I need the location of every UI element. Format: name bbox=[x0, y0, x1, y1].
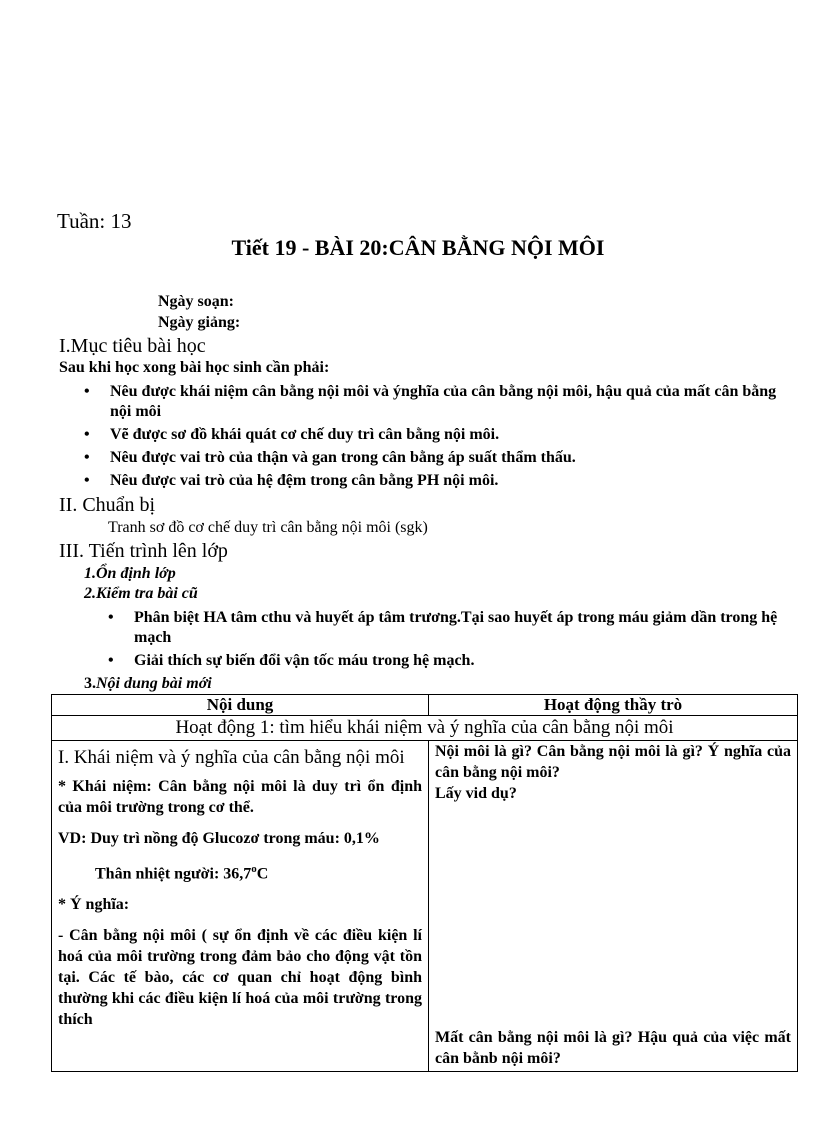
section2-text: Tranh sơ đồ cơ chế duy trì cân bằng nội môi (sgk) bbox=[108, 519, 428, 536]
step2-label: 2.Kiểm tra bài cũ bbox=[84, 585, 198, 602]
section1-heading: I.Mục tiêu bài học bbox=[59, 335, 206, 357]
list-item: • Nêu được vai trò của thận và gan trong cân bằng áp suất thẩm thấu. bbox=[84, 449, 576, 466]
meaning-text: - Cân bằng nội môi ( sự ổn định về các điều kiện lí hoá của môi trường trong đảm bảo cho động vật tồn tại. Các tế bào, các cơ quan chỉ hoạt động bình thường khi các điều kiện lí hoá của môi trường trong thích bbox=[58, 927, 422, 1029]
prep-date: Ngày soạn: bbox=[158, 293, 235, 310]
question-2: Lấy vid dụ? bbox=[435, 785, 517, 802]
section3-heading: III. Tiến trình lên lớp bbox=[59, 540, 228, 562]
bullet-icon: • bbox=[84, 426, 90, 443]
week-label: Tuần: 13 bbox=[57, 209, 132, 233]
bullet-icon: • bbox=[108, 609, 114, 626]
activity-cell bbox=[429, 741, 798, 1072]
lesson-title: Tiết 19 - BÀI 20:CÂN BẰNG NỘI MÔI bbox=[231, 235, 605, 260]
objectives-list bbox=[84, 382, 784, 494]
column-header-activity: Hoạt động thầy trò bbox=[429, 695, 798, 716]
body-temp-text: Thân nhiệt người: 36,7$^o$C bbox=[95, 863, 269, 883]
concept-text: * Khái niệm: Cân bằng nội môi là duy trì ổn định của môi trường trong cơ thể. bbox=[58, 778, 422, 816]
bullet-icon: • bbox=[84, 449, 90, 466]
list-item: • Giải thích sự biến đổi vận tốc máu trong hệ mạch. bbox=[108, 652, 475, 669]
teach-date: Ngày giảng: bbox=[158, 314, 241, 331]
step1-label: 1.Ổn định lớp bbox=[84, 565, 176, 582]
list-item: • Vẽ được sơ đồ khái quát cơ chế duy trì cân bằng nội môi. bbox=[84, 426, 500, 443]
question-3: Mất cân bằng nội môi là gì? Hậu quả của việc mất cân bằnb nội môi? bbox=[435, 1029, 791, 1067]
review-list bbox=[108, 608, 778, 674]
step3-label: 3.Nội dung bài mới bbox=[84, 675, 212, 692]
example-text: VD: Duy trì nồng độ Glucozơ trong máu: 0,1% bbox=[58, 830, 380, 847]
bullet-icon: • bbox=[84, 472, 90, 489]
bullet-icon: • bbox=[84, 383, 90, 400]
column-header-content: Nội dung bbox=[52, 695, 429, 716]
question-1: Nội môi là gì? Cân bằng nội môi là gì? Ý nghĩa của cân bằng nội môi? bbox=[435, 743, 791, 781]
bullet-icon: • bbox=[108, 652, 114, 669]
section-title: I. Khái niệm và ý nghĩa của cân bằng nội môi bbox=[58, 747, 405, 768]
list-item: • Nêu được vai trò của hệ đệm trong cân bằng PH nội môi. bbox=[84, 472, 499, 489]
section2-heading: II. Chuẩn bị bbox=[59, 494, 156, 516]
lesson-table bbox=[51, 694, 798, 1072]
meaning-label: * Ý nghĩa: bbox=[58, 896, 130, 914]
content-cell bbox=[52, 741, 429, 1072]
activity-header: Hoạt động 1: tìm hiểu khái niệm và ý nghĩa của cân bằng nội môi bbox=[52, 716, 798, 741]
list-item: • Nêu được khái niệm cân bằng nội môi và ýnghĩa của cân bằng nội môi, hậu quả của mất cân bằng nội môi bbox=[84, 383, 777, 420]
section1-intro: Sau khi học xong bài học sinh cần phải: bbox=[59, 359, 330, 376]
list-item: • Phân biệt HA tâm cthu và huyết áp tâm trương.Tại sao huyết áp trong máu giảm dần trong hệ mạch bbox=[108, 609, 778, 646]
